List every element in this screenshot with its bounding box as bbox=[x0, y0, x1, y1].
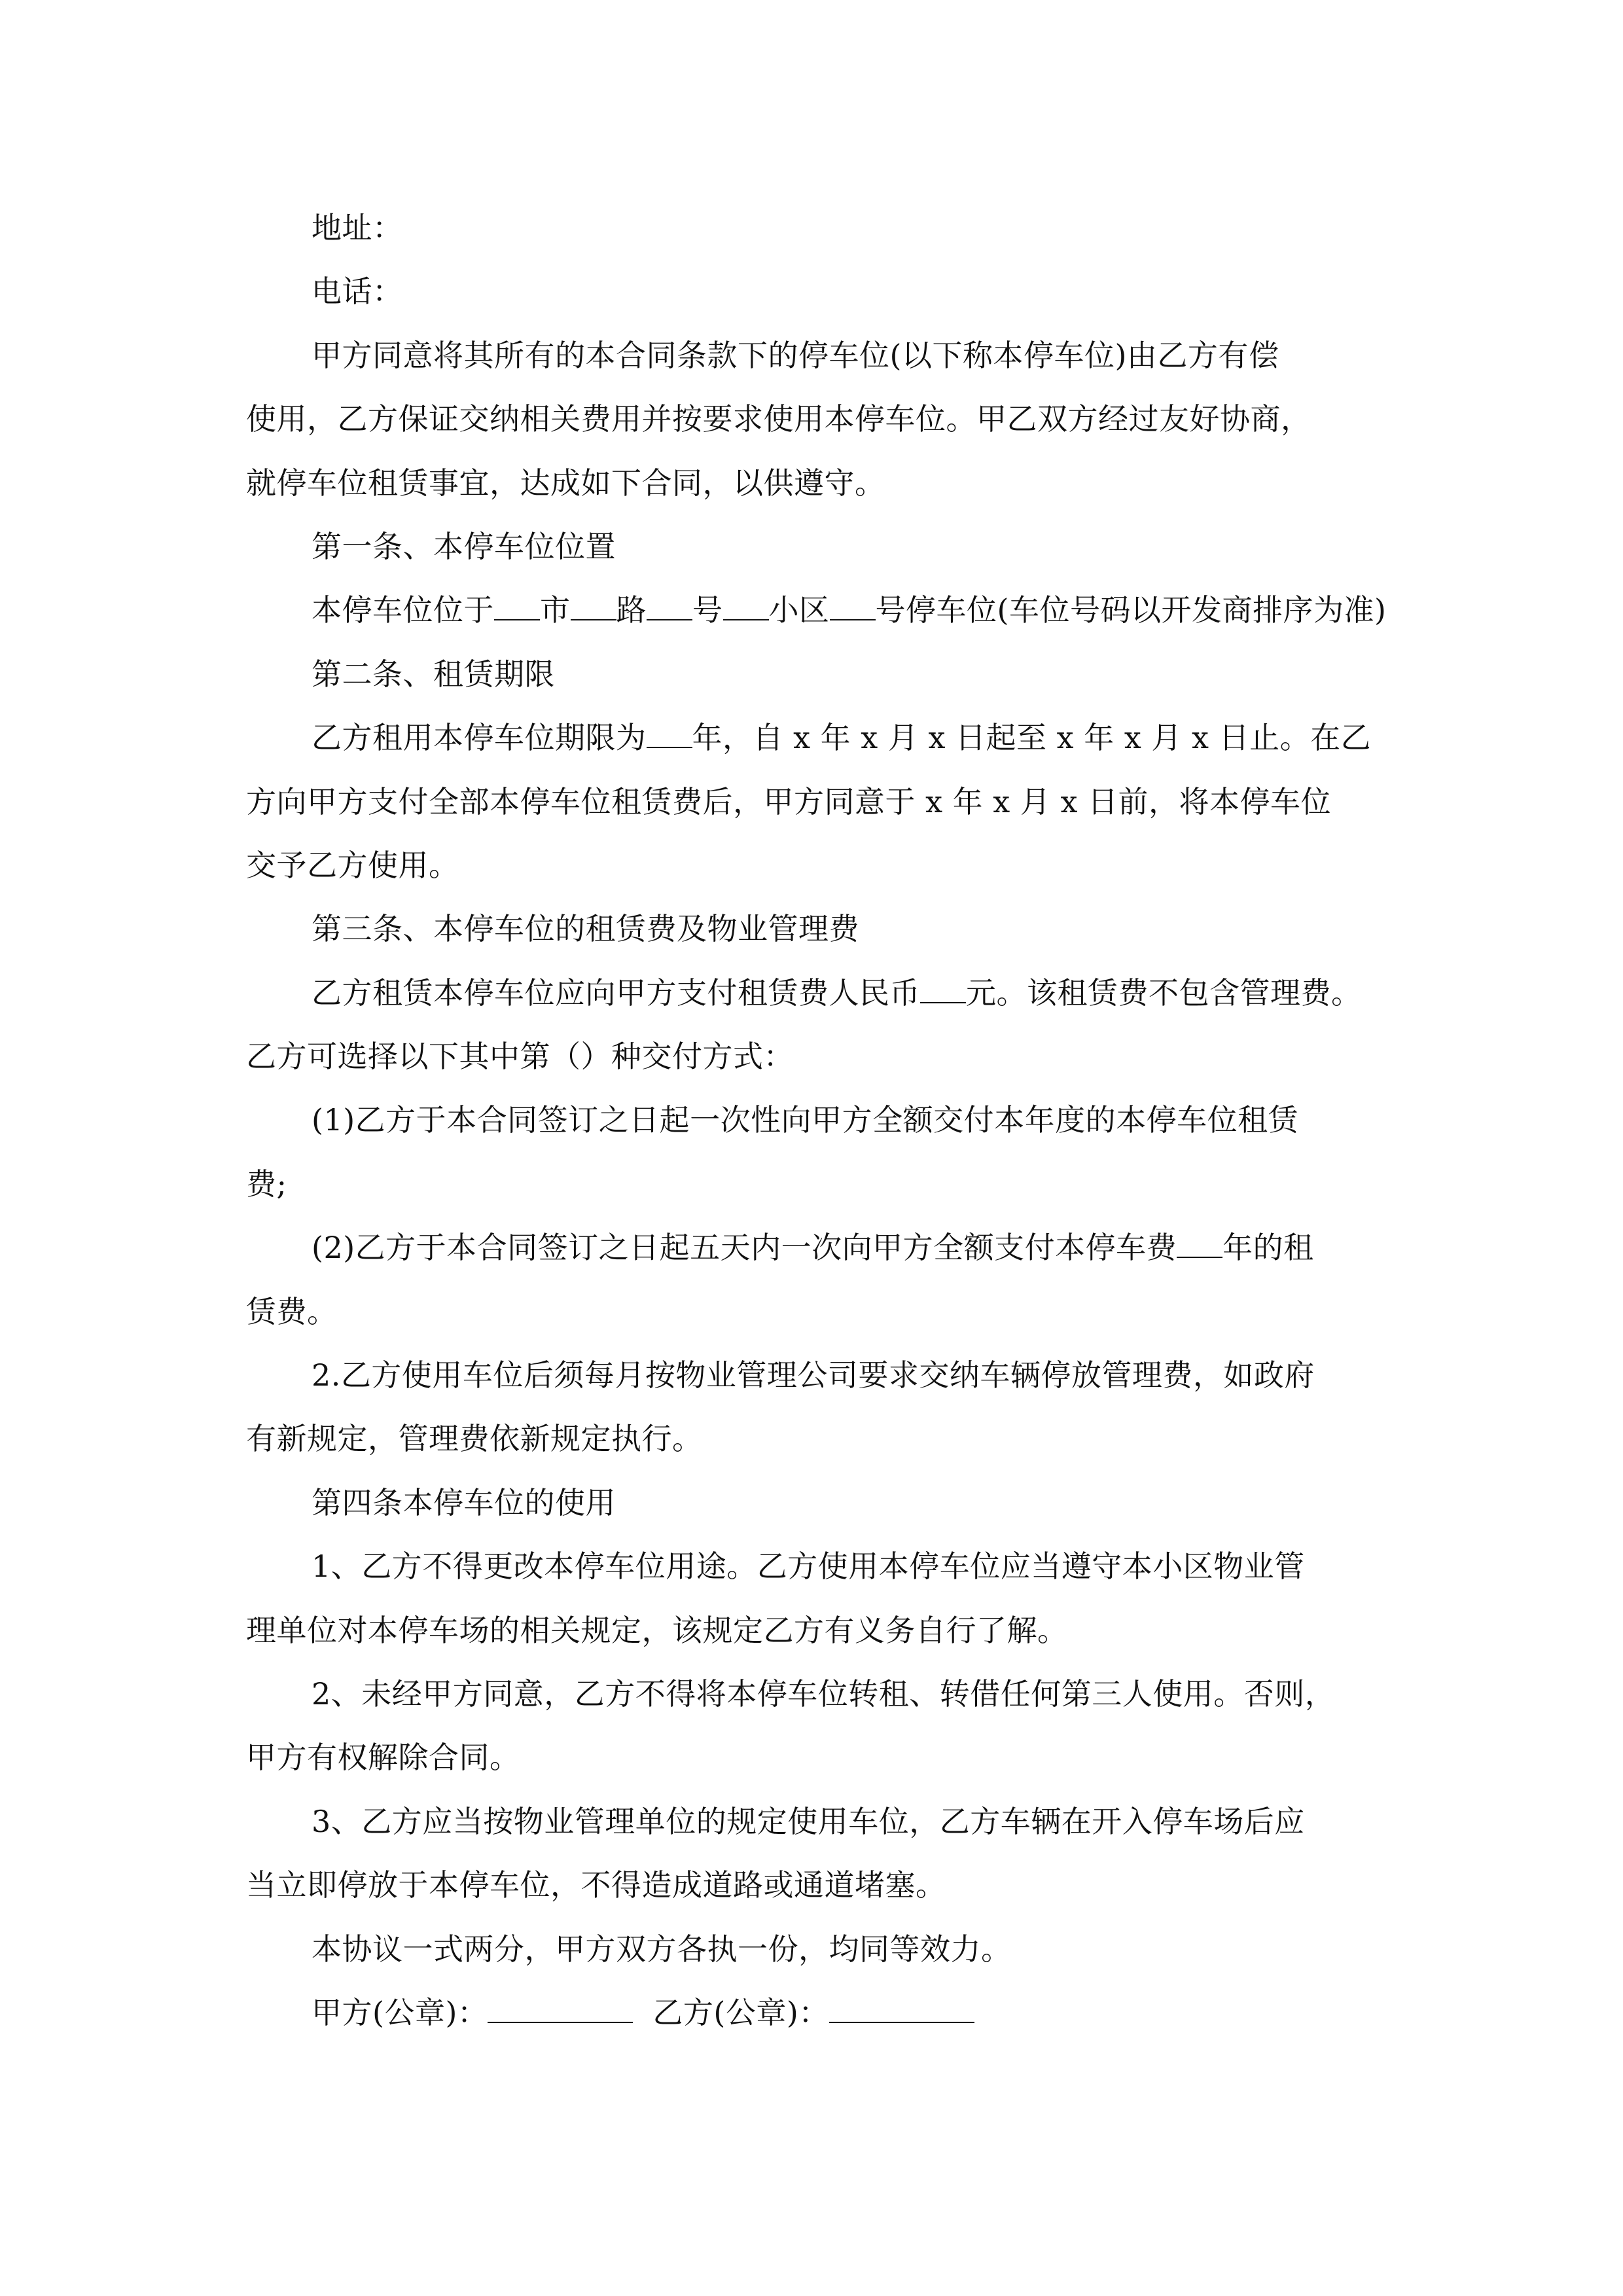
article-2-title: 第二条、租赁期限 bbox=[312, 656, 555, 692]
option-2-text-2: 年的租 bbox=[1222, 1230, 1314, 1266]
article-4-title: 第四条本停车位的使用 bbox=[312, 1484, 616, 1520]
article-2-line-1 bbox=[246, 706, 1393, 770]
option-2-line-1 bbox=[246, 1216, 1393, 1280]
party-b-signature-blank bbox=[829, 1996, 974, 2023]
option-1-line-1: (1)乙方于本合同签订之日起一次性向甲方全额交付本年度的本停车位租赁 bbox=[312, 1102, 1299, 1138]
article-2-line-3: 交予乙方使用。 bbox=[246, 847, 459, 883]
option-years-blank bbox=[1177, 1230, 1222, 1258]
location-text-1: 本停车位位于 bbox=[312, 592, 494, 628]
location-text-5: 小区 bbox=[768, 592, 830, 628]
article-3-line-1 bbox=[246, 961, 1393, 1025]
fee-text-2: 元。该租赁费不包含管理费。 bbox=[966, 975, 1362, 1011]
amount-blank bbox=[920, 976, 966, 1003]
rule-2-line-2: 甲方有权解除合同。 bbox=[246, 1740, 520, 1776]
years-blank bbox=[647, 721, 692, 748]
location-text-3: 路 bbox=[616, 592, 647, 628]
address-label: 地址： bbox=[312, 210, 403, 245]
rule-1-line-1: 1、乙方不得更改本停车位用途。乙方使用本停车位应当遵守本小区物业管 bbox=[312, 1549, 1305, 1585]
option-1-line-2: 费; bbox=[246, 1166, 287, 1202]
rule-3-line-2: 当立即停放于本停车位，不得造成道路或通道堵塞。 bbox=[246, 1867, 946, 1903]
term-text-2: 年，自 x 年 x 月 x 日起至 x 年 x 月 x 日止。在乙 bbox=[692, 720, 1372, 756]
article-1-location bbox=[246, 579, 1393, 642]
option-2-line-2: 赁费。 bbox=[246, 1293, 338, 1329]
article-2-line-2: 方向甲方支付全部本停车位租赁费后，甲方同意于 x 年 x 月 x 日前，将本停车位 bbox=[246, 783, 1332, 819]
contract-page bbox=[246, 196, 1393, 2045]
party-a-signature-blank bbox=[488, 1996, 633, 2023]
location-text-2: 市 bbox=[540, 592, 571, 628]
intro-line-1: 甲方同意将其所有的本合同条款下的停车位(以下称本停车位)由乙方有偿 bbox=[312, 337, 1279, 373]
party-a-seal-label: 甲方(公章)： bbox=[312, 1994, 488, 2030]
closing-statement: 本协议一式两分，甲方双方各执一份，均同等效力。 bbox=[312, 1931, 1012, 1967]
item-2-line-1: 2.乙方使用车位后须每月按物业管理公司要求交纳车辆停放管理费，如政府 bbox=[312, 1357, 1315, 1393]
location-text-6: 号停车位(车位号码以开发商排序为准) bbox=[875, 592, 1387, 628]
location-text-4: 号 bbox=[692, 592, 723, 628]
road-blank bbox=[571, 593, 616, 620]
rule-2-line-1: 2、未经甲方同意，乙方不得将本停车位转租、转借任何第三人使用。否则， bbox=[312, 1676, 1336, 1712]
option-2-text-1: (2)乙方于本合同签订之日起五天内一次向甲方全额支付本停车费 bbox=[312, 1230, 1177, 1266]
article-3-line-2: 乙方可选择以下其中第（）种交付方式： bbox=[246, 1039, 794, 1075]
article-1-title: 第一条、本停车位位置 bbox=[312, 528, 616, 564]
number-blank bbox=[647, 593, 692, 620]
phone-label: 电话： bbox=[312, 274, 403, 310]
item-2-line-2: 有新规定，管理费依新规定执行。 bbox=[246, 1421, 703, 1457]
spot-number-blank bbox=[830, 593, 876, 620]
signature-line bbox=[246, 1981, 1393, 2045]
city-blank bbox=[494, 593, 540, 620]
intro-line-2: 使用，乙方保证交纳相关费用并按要求使用本停车位。甲乙双方经过友好协商， bbox=[246, 401, 1311, 437]
rule-1-line-2: 理单位对本停车场的相关规定，该规定乙方有义务自行了解。 bbox=[246, 1612, 1068, 1648]
party-b-seal-label: 乙方(公章)： bbox=[652, 1994, 829, 2030]
community-blank bbox=[723, 593, 769, 620]
article-3-title: 第三条、本停车位的租赁费及物业管理费 bbox=[312, 911, 859, 947]
term-text-1: 乙方租用本停车位期限为 bbox=[312, 720, 647, 756]
fee-text-1: 乙方租赁本停车位应向甲方支付租赁费人民币 bbox=[312, 975, 920, 1011]
intro-line-3: 就停车位租赁事宜，达成如下合同，以供遵守。 bbox=[246, 465, 885, 501]
rule-3-line-1: 3、乙方应当按物业管理单位的规定使用车位，乙方车辆在开入停车场后应 bbox=[312, 1803, 1305, 1839]
